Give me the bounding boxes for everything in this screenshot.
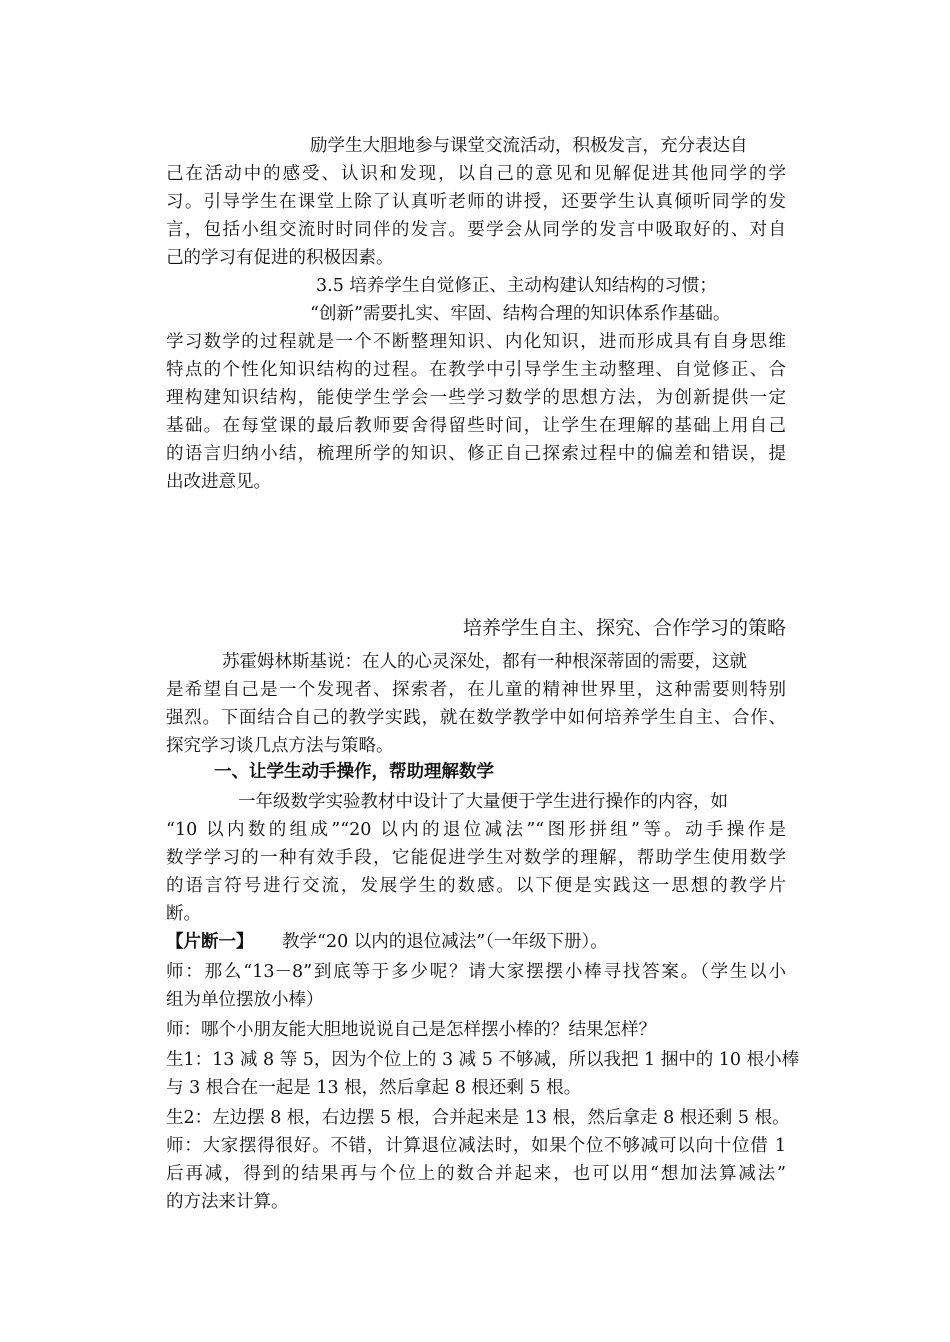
dialogue-line: 师：那么“13－8”到底等于多少呢？请大家摆摆小棒寻找答案。（学生以小 (166, 962, 786, 982)
section-line: 数学学习的一种有效手段，它能促进学生对数学的理解，帮助学生使用数学 (166, 848, 786, 868)
paragraph-line: 言，包括小组交流时时同伴的发言。要学会从同学的发言中吸取好的、对自 (166, 220, 786, 240)
paragraph-line: 己的学习有促进的积极因素。 (166, 248, 394, 268)
fragment-title: 教学“20 以内的退位减法”（一年级下册）。 (282, 932, 608, 952)
paragraph-line: 学习数学的过程就是一个不断整理知识、内化知识，进而形成具有自身思维 (166, 332, 786, 352)
dialogue-line: 组为单位摆放小棒） (166, 990, 324, 1010)
section-line: 断。 (166, 904, 201, 924)
dialogue-line: 的方法来计算。 (166, 1192, 289, 1212)
paragraph-line: 己在活动中的感受、认识和发现，以自己的意见和见解促进其他同学的学 (166, 164, 786, 184)
section-line: 的语言符号进行交流，发展学生的数感。以下便是实践这一思想的教学片 (166, 876, 786, 896)
paragraph-line: 励学生大胆地参与课堂交流活动，积极发言，充分表达自 (310, 136, 748, 156)
intro-line: 探究学习谈几点方法与策略。 (166, 736, 394, 756)
dialogue-line: 与 3 根合在一起是 13 根，然后拿起 8 根还剩 5 根。 (166, 1078, 582, 1098)
paragraph-line: 基础。在每堂课的最后教师要舍得留些时间，让学生在理解的基础上用自己 (166, 416, 786, 436)
paragraph-line: 特点的个性化知识结构的过程。在教学中引导学生主动整理、自觉修正、合 (166, 360, 786, 380)
paragraph-line: 习。引导学生在课堂上除了认真听老师的讲授，还要学生认真倾听同学的发 (166, 192, 786, 212)
dialogue-line: 生1：13 减 8 等 5，因为个位上的 3 减 5 不够减，所以我把 1 捆中的 10 根小棒 (166, 1050, 800, 1070)
paragraph-line: 理构建知识结构，能使学生学会一些学习数学的思想方法，为创新提供一定 (166, 388, 786, 408)
dialogue-line: 生2：左边摆 8 根，右边摆 5 根，合并起来是 13 根，然后拿走 8 根还剩 5 根。 (166, 1108, 790, 1128)
intro-line: 苏霍姆林斯基说：在人的心灵深处，都有一种根深蒂固的需要，这就 (222, 652, 747, 672)
intro-line: 是希望自己是一个发现者、探索者，在儿童的精神世界里，这种需要则特别 (166, 680, 786, 700)
article-title: 培养学生自主、探究、合作学习的策略 (462, 617, 786, 639)
section-line: 一年级数学实验教材中设计了大量便于学生进行操作的内容，如 (238, 792, 728, 812)
intro-line: 强烈。下面结合自己的教学实践，就在数学教学中如何培养学生自主、合作、 (166, 708, 786, 728)
dialogue-line: 师：哪个小朋友能大胆地说说自己是怎样摆小棒的？结果怎样？ (166, 1020, 656, 1040)
dialogue-line: 后再减，得到的结果再与个位上的数合并起来，也可以用“想加法算减法” (166, 1164, 786, 1184)
subsection-heading: 3.5 培养学生自觉修正、主动构建认知结构的习惯； (316, 276, 717, 296)
paragraph-line: 的语言归纳小结，梳理所学的知识、修正自己探索过程中的偏差和错误，提 (166, 444, 786, 464)
paragraph-line: 出改进意见。 (166, 472, 271, 492)
fragment-label: 【片断一】 (166, 932, 254, 952)
section-heading: 一、让学生动手操作，帮助理解数学 (214, 762, 494, 782)
dialogue-line: 师：大家摆得很好。不错，计算退位减法时，如果个位不够减可以向十位借 1 (166, 1136, 786, 1156)
section-line: “10 以内数的组成”“20 以内的退位减法”“图形拼组”等。动手操作是 (166, 820, 786, 840)
paragraph-line: “创新”需要扎实、牢固、结构合理的知识体系作基础。 (310, 304, 731, 324)
